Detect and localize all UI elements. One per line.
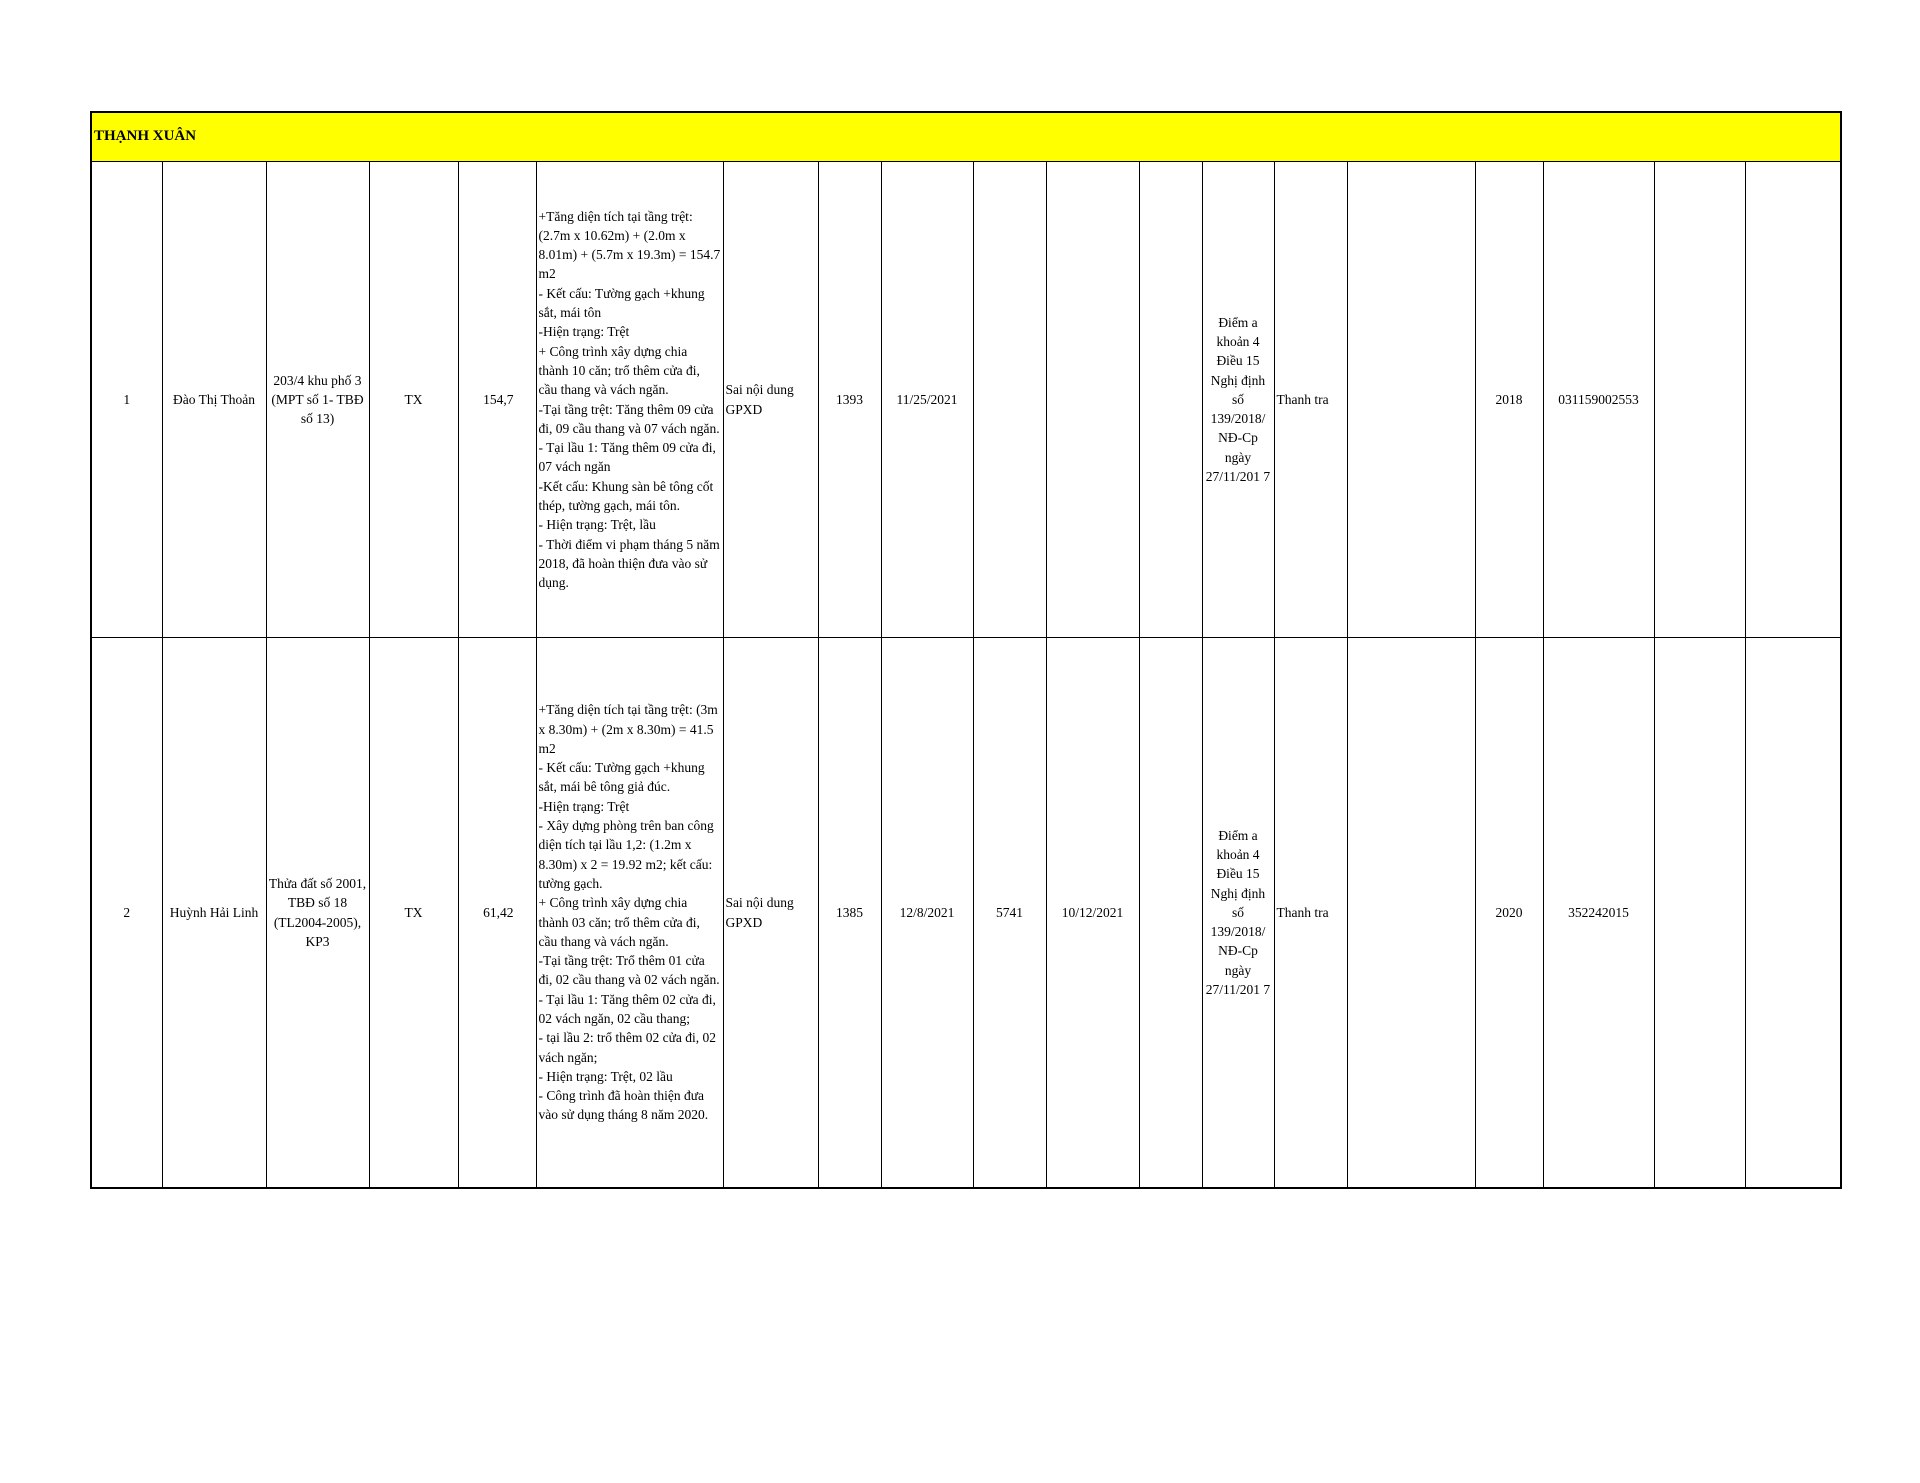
cell-code: TX bbox=[369, 638, 458, 1189]
region-header-row bbox=[91, 112, 1841, 162]
cell-area: 61,42 bbox=[458, 638, 536, 1189]
cell-name: Đào Thị Thoản bbox=[162, 162, 266, 638]
cell-blank bbox=[1745, 638, 1841, 1189]
cell-handler: Thanh tra bbox=[1274, 162, 1347, 638]
cell-record-date: 11/25/2021 bbox=[881, 162, 973, 638]
violation-table bbox=[90, 111, 1842, 1189]
cell-description: +Tăng diện tích tại tầng trệt: (2.7m x 10.62m) + (2.0m x 8.01m) + (5.7m x 19.3m) = 154.7 m2 - Kết cấu: Tường gạch +khung sắt, mái tôn -Hiện trạng: Trệt + Công trình xây dựng chia thành 10 căn; trổ thêm cửa đi, cầu thang và vách ngăn. -Tại tầng trệt: Tăng thêm 09 cửa đi, 09 cầu thang và 07 vách ngăn. - Tại lầu 1: Tăng thêm 09 cửa đi, 07 vách ngăn -Kết cấu: Khung sàn bê tông cốt thép, tường gạch, mái tôn. - Hiện trạng: Trệt, lầu - Thời điểm vi phạm tháng 5 năm 2018, đã hoàn thiện đưa vào sử dụng. bbox=[536, 162, 723, 638]
cell-year: 2018 bbox=[1475, 162, 1543, 638]
cell-record-no: 1385 bbox=[818, 638, 881, 1189]
cell-legal-basis: Điểm a khoản 4 Điều 15 Nghị định số 139/2018/ NĐ-Cp ngày 27/11/201 7 bbox=[1202, 638, 1274, 1189]
cell-decision-no: 5741 bbox=[973, 638, 1046, 1189]
cell-violation: Sai nội dung GPXD bbox=[723, 638, 818, 1189]
cell-address: Thửa đất số 2001, TBĐ số 18 (TL2004-2005), KP3 bbox=[266, 638, 369, 1189]
cell-id-no: 352242015 bbox=[1543, 638, 1654, 1189]
cell-blank bbox=[1654, 162, 1745, 638]
cell-blank bbox=[1654, 638, 1745, 1189]
cell-decision-no bbox=[973, 162, 1046, 638]
cell-decision-date bbox=[1046, 162, 1139, 638]
table-row bbox=[91, 638, 1841, 1189]
cell-blank bbox=[1139, 162, 1202, 638]
table-row bbox=[91, 162, 1841, 638]
cell-id-no: 031159002553 bbox=[1543, 162, 1654, 638]
cell-stt: 1 bbox=[91, 162, 162, 638]
cell-record-no: 1393 bbox=[818, 162, 881, 638]
cell-decision-date: 10/12/2021 bbox=[1046, 638, 1139, 1189]
cell-record-date: 12/8/2021 bbox=[881, 638, 973, 1189]
cell-blank bbox=[1347, 162, 1475, 638]
cell-blank bbox=[1347, 638, 1475, 1189]
cell-legal-basis: Điểm a khoản 4 Điều 15 Nghị định số 139/2018/ NĐ-Cp ngày 27/11/201 7 bbox=[1202, 162, 1274, 638]
cell-year: 2020 bbox=[1475, 638, 1543, 1189]
cell-area: 154,7 bbox=[458, 162, 536, 638]
region-title: THẠNH XUÂN bbox=[91, 112, 1841, 162]
cell-description: +Tăng diện tích tại tầng trệt: (3m x 8.30m) + (2m x 8.30m) = 41.5 m2 - Kết cấu: Tường gạch +khung sắt, mái bê tông giả đúc. -Hiện trạng: Trệt - Xây dựng phòng trên ban công diện tích tại lầu 1,2: (1.2m x 8.30m) x 2 = 19.92 m2; kết cấu: tường gạch. + Công trình xây dựng chia thành 03 căn; trổ thêm cửa đi, cầu thang và vách ngăn. -Tại tầng trệt: Trổ thêm 01 cửa đi, 02 cầu thang và 02 vách ngăn. - Tại lầu 1: Tăng thêm 02 cửa đi, 02 vách ngăn, 02 cầu thang; - tại lầu 2: trổ thêm 02 cửa đi, 02 vách ngăn; - Hiện trạng: Trệt, 02 lầu - Công trình đã hoàn thiện đưa vào sử dụng tháng 8 năm 2020. bbox=[536, 638, 723, 1189]
cell-address: 203/4 khu phố 3 (MPT số 1- TBĐ số 13) bbox=[266, 162, 369, 638]
cell-stt: 2 bbox=[91, 638, 162, 1189]
cell-name: Huỳnh Hải Linh bbox=[162, 638, 266, 1189]
cell-code: TX bbox=[369, 162, 458, 638]
cell-violation: Sai nội dung GPXD bbox=[723, 162, 818, 638]
cell-blank bbox=[1139, 638, 1202, 1189]
cell-handler: Thanh tra bbox=[1274, 638, 1347, 1189]
cell-blank bbox=[1745, 162, 1841, 638]
